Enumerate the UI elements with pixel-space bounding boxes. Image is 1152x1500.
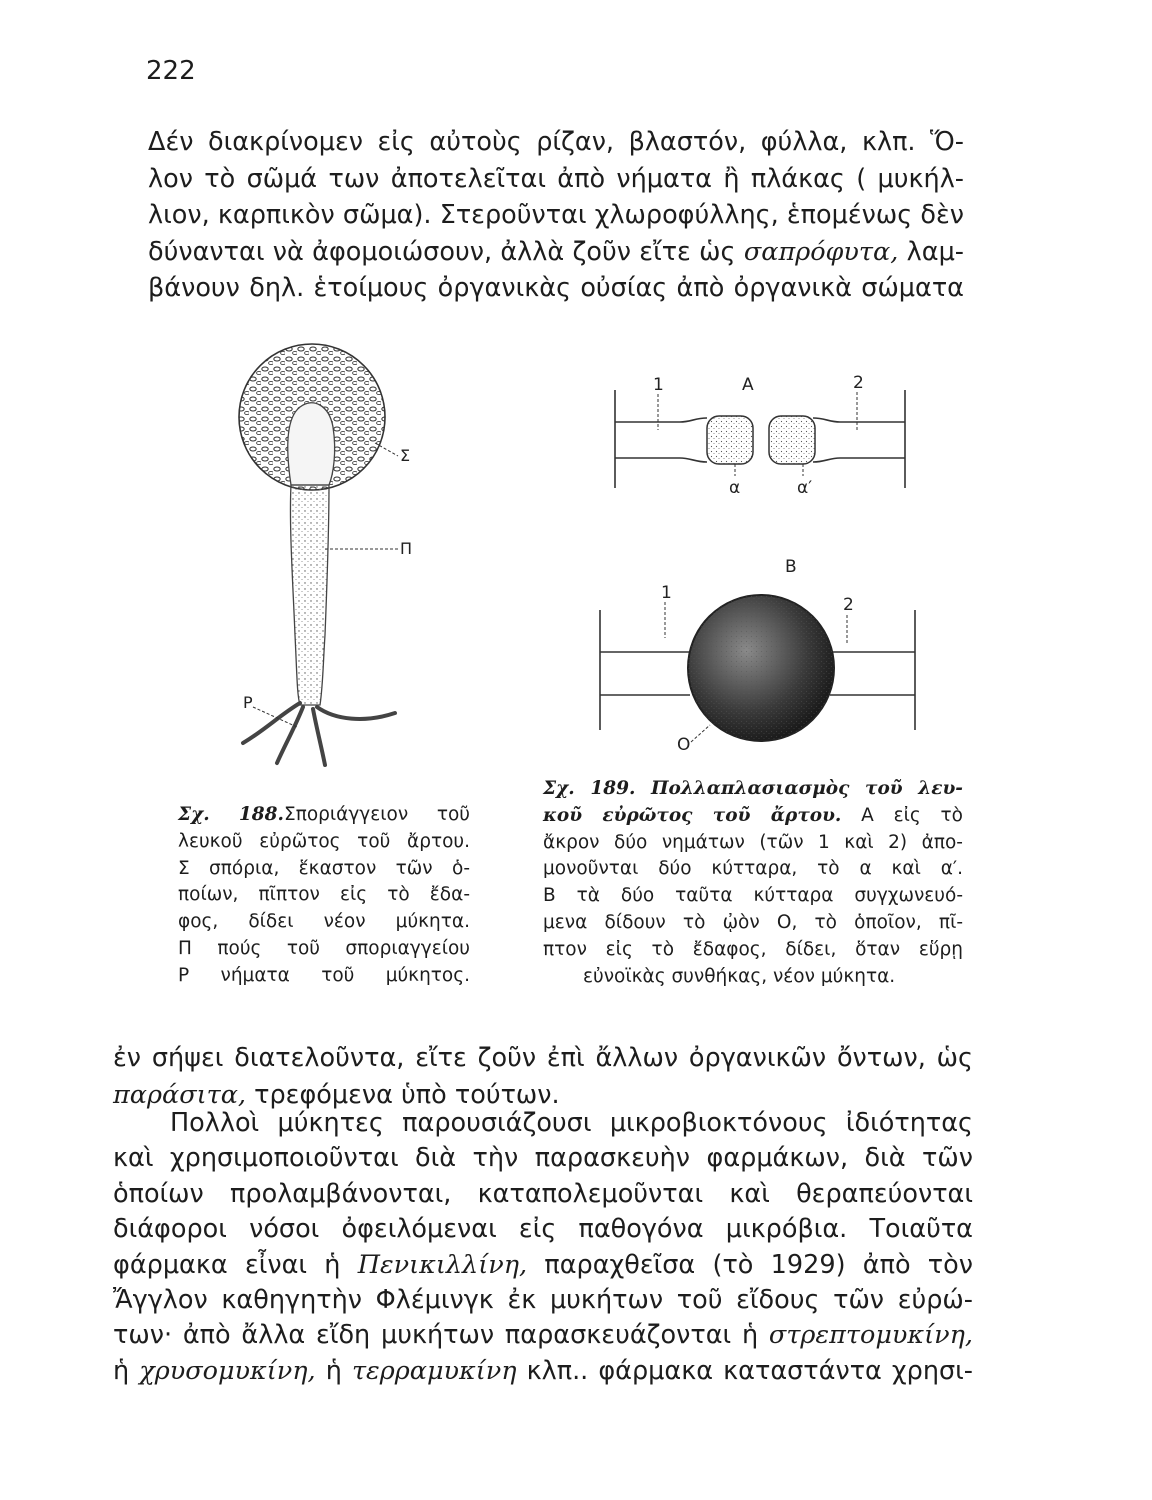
text-run: δύνανται νὰ ἀφομοιώσουν, ἀλλὰ ζοῦν εἴτε ὡς: [148, 236, 744, 267]
text-run: παραχθεῖσα (τὸ 1929) ἀπὸ τὸν: [527, 1249, 974, 1280]
caption-figure-189: [543, 776, 963, 990]
italic-term: στρεπτομυκίνη,: [768, 1320, 973, 1351]
italic-term: τερραμυκίνη: [351, 1355, 517, 1386]
caption-line: ἄκρον δύο νημάτων (τῶν 1 καὶ 2) ἀπο-: [543, 831, 963, 853]
label-1: 1: [661, 583, 672, 603]
text-line: Ἄγγλον καθηγητὴν Φλέμινγκ ἐκ μυκήτων τοῦ εἴδους τῶν εὐρώ-: [113, 1285, 973, 1316]
label-2: 2: [843, 595, 854, 615]
text-line: λιον, καρπικὸν σῶμα). Στεροῦνται χλωροφύλλης, ἑπομένως δὲν: [148, 200, 964, 230]
italic-term: σαπρόφυτα,: [743, 236, 899, 267]
label-2: 2: [853, 373, 864, 393]
text-line: διάφοροι νόσοι ὀφειλόμεναι εἰς παθογόνα μικρόβια. Τοιαῦτα: [113, 1214, 973, 1245]
text-line: λον τὸ σῶμά των ἀποτελεῖται ἀπὸ νήματα ἢ πλάκας ( μυκήλ-: [148, 163, 964, 194]
gametangium-alpha: [707, 416, 753, 464]
label-alpha: α: [729, 478, 741, 498]
figure-189-conjugation: [595, 360, 925, 760]
caption-line: Π πούς τοῦ σποριαγγείου: [178, 937, 470, 959]
sporangiophore-stalk: [290, 485, 329, 705]
caption-line: μενα δίδουν τὸ ᾠὸν O, τὸ ὁποῖον, πῖ-: [543, 911, 963, 933]
paragraph-bottom: [113, 1106, 973, 1389]
zygospore-texture: [688, 595, 834, 741]
text-run: τρεφόμενα ὑπὸ τούτων.: [246, 1079, 560, 1110]
label-sigma: Σ: [400, 446, 411, 465]
text-line: Δέν διακρίνομεν εἰς αὐτοὺς ρίζαν, βλαστόν, φύλλα, κλπ. Ὅ-: [148, 127, 964, 157]
paragraph-top: [148, 124, 964, 307]
text-run: κλπ.. φάρμακα καταστάντα χρησι-: [516, 1355, 973, 1386]
caption-line: B τὰ δύο ταῦτα κύτταρα συγχωνευό-: [543, 885, 963, 907]
hypha-2-branch: [813, 418, 905, 462]
text-line: [148, 234, 964, 271]
caption-heading: Σχ. 188.: [178, 804, 284, 825]
columella: [288, 403, 335, 485]
text-run: λαμ-: [898, 236, 964, 267]
text-run: Σποριάγγειον τοῦ: [284, 804, 470, 825]
caption-line: [543, 803, 963, 830]
text-line: Πολλοὶ μύκητες παρουσιάζουσι μικροβιοκτόνους ἰδιότητας: [170, 1108, 973, 1138]
hypha-1-branch: [615, 418, 707, 462]
label-pi: Π: [400, 539, 413, 558]
text-line: ὁποίων προλαμβάνονται, καταπολεμοῦνται καὶ θεραπεύονται: [113, 1178, 973, 1209]
caption-line: εὐνοϊκὰς συνθήκας, νέον μύκητα.: [583, 965, 896, 987]
label-1: 1: [653, 375, 664, 395]
text-run: φάρμακα εἶναι ἡ: [113, 1249, 358, 1280]
italic-term: Πενικιλλίνη,: [357, 1249, 528, 1280]
caption-line: λευκοῦ εὐρῶτος τοῦ ἄρτου.: [178, 830, 470, 852]
caption-line: μονοῦνται δύο κύτταρα, τὸ α καὶ α′.: [543, 858, 963, 880]
text-line: [113, 1248, 973, 1283]
caption-line: Σ σπόρια, ἕκαστον τῶν ὁ-: [178, 857, 470, 879]
text-line: βάνουν δηλ. ἑτοίμους ὀργανικὰς οὐσίας ἀπὸ ὀργανικὰ σώματα: [148, 273, 964, 303]
text-line: [113, 1354, 973, 1389]
caption-heading-cont: κοῦ εὐρῶτος τοῦ ἄρτου.: [543, 804, 842, 826]
italic-term: παράσιτα,: [113, 1079, 247, 1110]
italic-term: χρυσομυκίνη,: [139, 1355, 316, 1386]
text-line: ἐν σήψει διατελοῦντα, εἴτε ζοῦν ἐπὶ ἄλλων ὀργανικῶν ὄντων, ὡς: [113, 1043, 973, 1073]
leader-line: [691, 725, 710, 742]
label-B: B: [785, 557, 797, 577]
caption-heading: Σχ. 189. Πολλαπλασιασμὸς τοῦ λευ-: [543, 778, 963, 799]
label-omicron: O: [677, 735, 691, 755]
text-line: [113, 1318, 973, 1353]
text-line: καὶ χρησιμοποιοῦνται διὰ τὴν παρασκευὴν φαρμάκων, διὰ τῶν: [113, 1143, 973, 1174]
figure-188-sporangium: [225, 335, 440, 775]
caption-line: Ρ νήματα τοῦ μύκητος.: [178, 964, 470, 986]
caption-line: [178, 802, 470, 829]
text-run: A εἰς τὸ: [841, 804, 963, 826]
rhizoids: [243, 703, 395, 765]
text-run: ἡ: [113, 1355, 140, 1386]
text-run: των· ἀπὸ ἄλλα εἴδη μυκήτων παρασκευάζονται ἡ: [113, 1320, 769, 1351]
label-A: A: [742, 375, 754, 395]
label-alpha-prime: α′: [797, 478, 813, 498]
caption-line: φος, δίδει νέον μύκητα.: [178, 911, 470, 933]
caption-line: ποίων, πῖπτον εἰς τὸ ἔδα-: [178, 884, 470, 906]
caption-line: πτον εἰς τὸ ἔδαφος, δίδει, ὅταν εὕρῃ: [543, 938, 963, 960]
page-number: 222: [146, 56, 196, 86]
gametangium-alpha-prime: [769, 416, 815, 464]
label-rho: Ρ: [243, 693, 253, 712]
text-run: ἡ: [315, 1355, 352, 1386]
paragraph-middle: [113, 1040, 973, 1113]
caption-figure-188: [178, 802, 470, 990]
